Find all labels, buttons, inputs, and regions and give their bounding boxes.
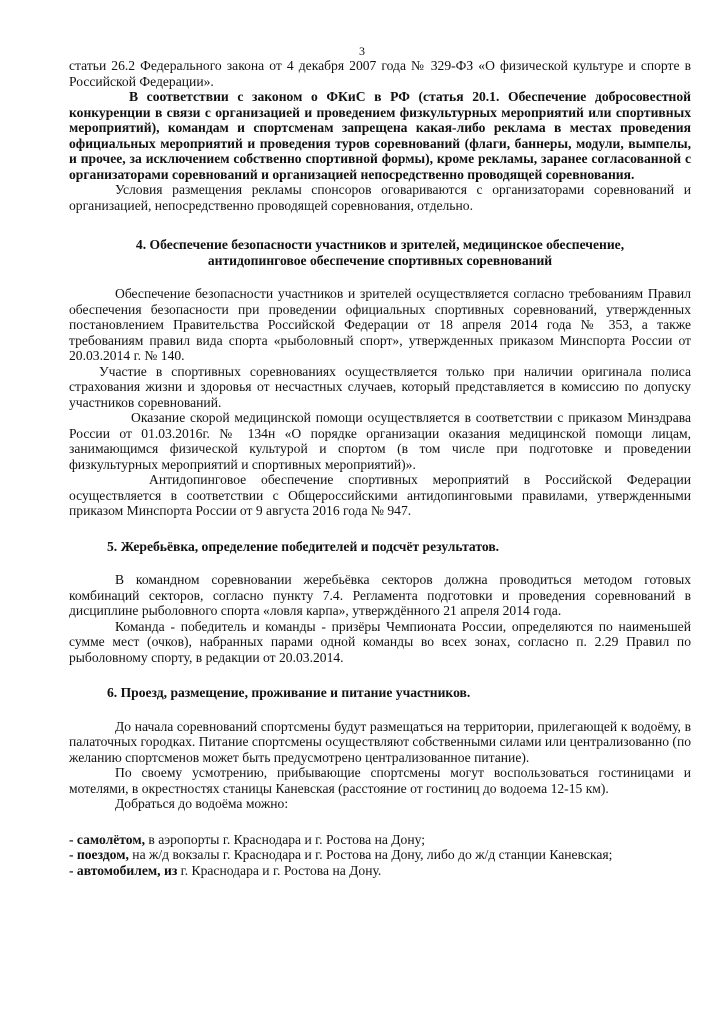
section-6-paragraph-hotels: По своему усмотрению, прибывающие спортсмены могут воспользоваться гостиницами и мотелями, в окрестностях станицы Каневская (расстояние от гостиниц до водоема 12-15 км).	[69, 765, 691, 796]
list-item-train: - поездом, на ж/д вокзалы г. Краснодара и г. Ростова на Дону, либо до ж/д станции Каневская;	[69, 847, 613, 862]
section-5-paragraph-draw: В командном соревновании жеребьёвка секторов должна проводиться методом готовых комбинаций секторов, согласно пункту 7.4. Регламента подготовки и проведения соревнований в дисциплине рыболовного спорта «ловля карпа», утверждённого 21 апреля 2014 года.	[69, 572, 691, 618]
section-4-paragraph-antidoping: Антидопинговое обеспечение спортивных мероприятий в Российской Федерации осуществляется в соответствии с Общероссийскими антидопинговыми правилами, утвержденными приказом Минспорта России от 9 августа 2016 года № 947.	[69, 472, 691, 518]
transport-list	[69, 832, 691, 879]
advertising-law-paragraph: В соответствии с законом о ФКиС в РФ (статья 20.1. Обеспечение добросовестной конкуренции в связи с организацией и проведением физкультурных мероприятий или спортивных мероприятий), командам и спортсменам запрещена какая-либо реклама в местах проведения официальных мероприятий и проведения туров соревнований (флаги, баннеры, модули, вымпелы, и прочее, за исключением собственно спортивной формы), кроме рекламы, заранее согласованной с организаторами соревнований и организацией непосредственно проводящей соревнования.	[69, 89, 691, 182]
list-item-car: - автомобилем, из г. Краснодара и г. Ростова на Дону.	[69, 862, 382, 878]
page-number: 3	[359, 44, 365, 58]
list-item-plane: - самолётом, в аэропорты г. Краснодара и г. Ростова на Дону;	[69, 831, 426, 847]
sponsor-paragraph: Условия размещения рекламы спонсоров оговариваются с организаторами соревнований и организацией, непосредственно проводящей соревнования, отдельно.	[69, 182, 691, 213]
section-4-paragraph-insurance: Участие в спортивных соревнованиях осуществляется только при наличии оригинала полиса страхования жизни и здоровья от несчастных случаев, который представляется в комиссию по допуску участников соревнований.	[69, 363, 691, 410]
document-body	[69, 58, 691, 878]
intro-paragraph: статьи 26.2 Федерального закона от 4 декабря 2007 года № 329-ФЗ «О физической культуре и спорте в Российской Федерации».	[69, 58, 691, 89]
section-5-paragraph-winners: Команда - победитель и команды - призёры Чемпионата России, определяются по наименьшей сумме мест (очков), набранных парами одной команды во всех зонах, согласно п. 2.29 Правил по рыболовному спорту, в редакции от 20.03.2014.	[69, 618, 691, 665]
section-6-paragraph-camp: До начала соревнований спортсмены будут размещаться на территории, прилегающей к водоёму, в палаточных городках. Питание спортсмены осуществляют собственными силами или централизованно (по желанию спортсменов может быть предусмотрено централизованное питание).	[69, 718, 692, 765]
section-4-paragraph-medical: Оказание скорой медицинской помощи осуществляется в соответствии с приказом Минздрава России от 01.03.2016г. № 134н «О порядке организации оказания медицинской помощи лицам, занимающимся физической культурой и спортом (в том числе при подготовке и проведении физкультурных мероприятий и спортивных мероприятий)».	[69, 410, 691, 472]
section-4-title: 4. Обеспечение безопасности участников и зрителей, медицинское обеспечение, антидопинговое обеспечение спортивных соревнований	[135, 237, 625, 268]
section-5-title: 5. Жеребьёвка, определение победителей и подсчёт результатов.	[107, 538, 500, 554]
section-4-paragraph-safety: Обеспечение безопасности участников и зрителей осуществляется согласно требованиям Правил обеспечения безопасности при проведении официальных спортивных соревнований, утвержденных постановлением Правительства Российской Федерации от 18 апреля 2014 года № 353, а также требованиям правил вида спорта «рыболовный спорт», утвержденных приказом Минспорта России от 20.03.2014 г. № 140.	[69, 286, 691, 363]
section-6-title: 6. Проезд, размещение, проживание и питание участников.	[107, 685, 471, 700]
section-6-paragraph-route: Добраться до водоёма можно:	[115, 796, 289, 811]
